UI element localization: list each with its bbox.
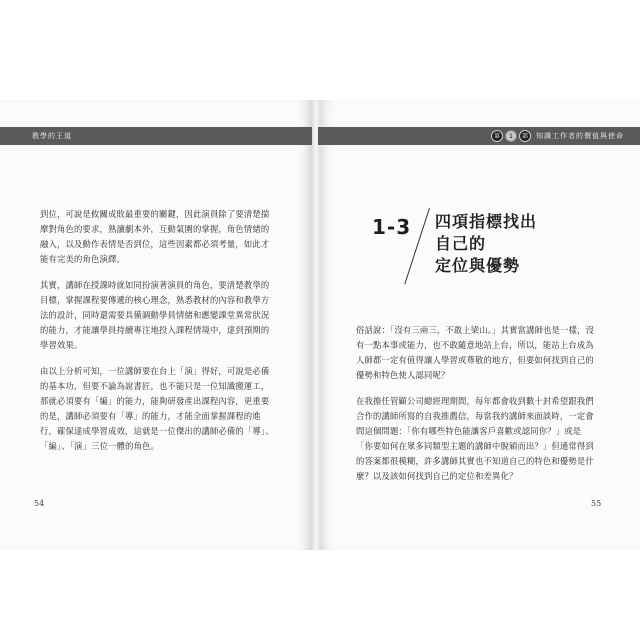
section-title-line-3: 定位與優勢	[435, 256, 521, 275]
right-page-number: 55	[591, 499, 602, 508]
left-page-number: 54	[34, 499, 45, 508]
right-running-header	[318, 127, 640, 145]
part-badges	[491, 130, 531, 142]
right-paragraph-1: 俗話說：「沒有三兩三，不敢上梁山。」其實當講師也是一樣，沒有一點本事或能力，也不敢隨意地站上台，所以，能站上台成為人師都一定有值得讓人學習或尊敬的地方，但要如何找到自己的優勢和特色使人認同呢？	[356, 325, 595, 380]
right-paragraph-2: 在我擔任管顧公司總經理期間，每年都會收到數十封希望跟我們合作的講師所寫的自我推薦信，每當我約講師來面談時，一定會問這個問題：「你有哪些特色能讓客戶喜歡或認同你？」或是「你要如何在眾多同類型主題的講師中脫穎而出？」但通常得到的答案都很模糊，許多講師其實也不知道自己的特色和優勢是什麼？以及該如何找到自己的定位和差異化？	[356, 396, 594, 481]
section-number: 1-3	[372, 215, 412, 239]
left-paragraph-1: 到位，可說是攸關成敗最重要的關鍵，因此演員除了要清楚揣摩對角色的要求，熟讀劇本外，互動氣圍的掌握，角色情緒的融入，以及動作表情是否到位，這些因素都必須考量，如此才能有完美的角色演繹。	[40, 209, 270, 264]
left-paragraph-3: 由以上分析可知，一位講師要在台上「演」得好，可說是必備的基本功，但要不論為說書匠，也不能只是一位知識搬運工，那就必須要有「編」的能力，能夠研發產出課程內容，更重要的是，講師必須要有「導」的能力，才能全面掌握課程的進行，確保達成學習成效，這就是一位傑出的講師必備的「導」、「編」、「演」三位一體的角色。	[40, 366, 274, 451]
book-gutter	[312, 100, 320, 550]
part-badge-suffix: 部	[519, 130, 531, 142]
left-running-header	[0, 127, 312, 145]
right-header-title: 知識工作者的價值與使命	[536, 132, 624, 140]
left-paragraph-2: 其實，講師在授課時就如同扮演著演員的角色，要清楚教學的目標，掌握課程要傳遞的核心理念，熟悉教材的內容和教學方法的設計，同時還需要具備調動學員情緒和應變課堂異常狀況的能力，才能讓學員持續專注地投入課程情境中，達到預期的學習效果。	[40, 280, 270, 350]
right-body-text	[356, 323, 598, 495]
section-title-line-1: 四項指標找出	[435, 212, 538, 231]
part-badge-number: 1	[505, 130, 517, 142]
left-header-title: 教學的王道	[32, 132, 72, 140]
section-title	[435, 211, 585, 277]
left-body-text	[40, 207, 276, 465]
part-badge-prefix: 第	[491, 130, 503, 142]
section-title-line-2: 自己的	[435, 234, 487, 253]
